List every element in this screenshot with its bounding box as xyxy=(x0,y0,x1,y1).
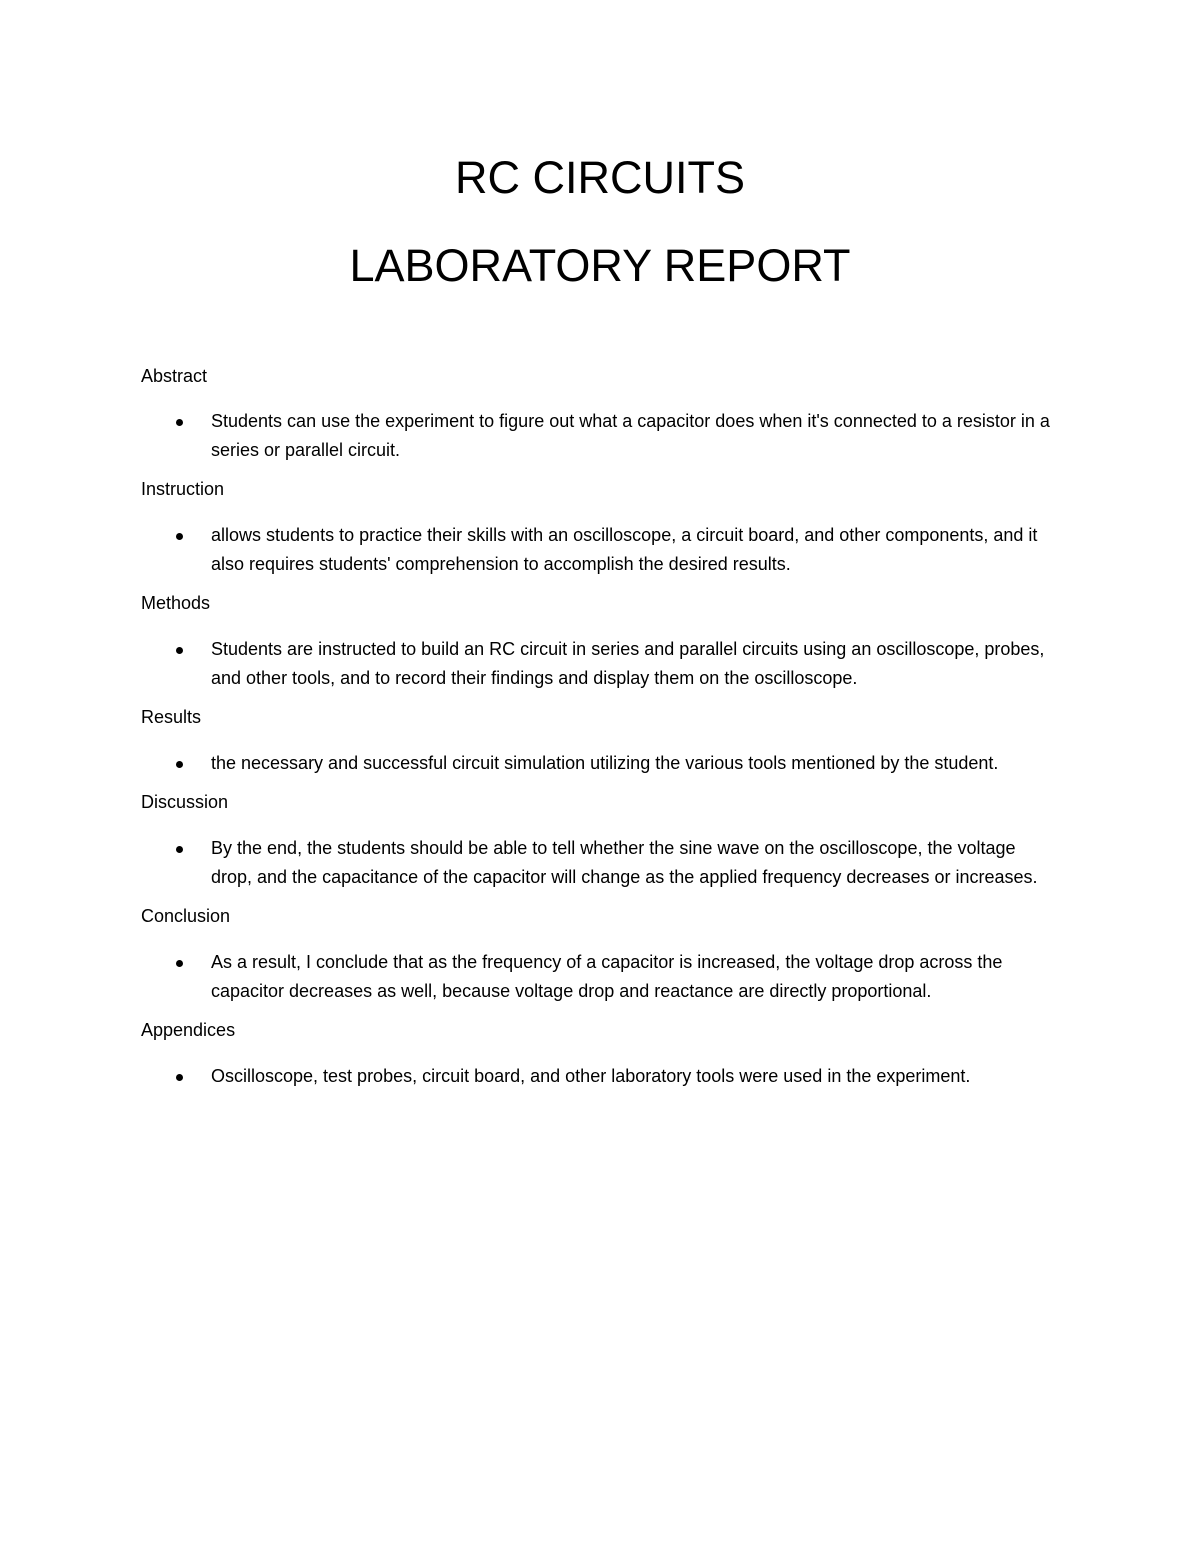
bullet-item xyxy=(141,749,1061,778)
section-results xyxy=(141,705,1061,778)
bullet-item xyxy=(141,407,1061,465)
section-instruction xyxy=(141,477,1061,579)
section-heading: Methods xyxy=(141,593,211,613)
bullet-text: As a result, I conclude that as the frequency of a capacitor is increased, the voltage drop across the capacitor decreases as well, because voltage drop and reactance are directly proportional. xyxy=(211,952,1003,1001)
section-heading: Instruction xyxy=(141,479,225,499)
report-body xyxy=(141,364,1061,1103)
section-conclusion xyxy=(141,904,1061,1006)
bullet-item xyxy=(141,1062,1061,1091)
section-heading: Discussion xyxy=(141,792,229,812)
bullet-text: allows students to practice their skills with an oscilloscope, a circuit board, and other components, and it also requires students' comprehension to accomplish the desired results. xyxy=(211,525,1038,574)
bullet-icon xyxy=(176,533,183,540)
document-subtitle: LABORATORY REPORT xyxy=(349,240,851,291)
section-heading: Appendices xyxy=(141,1020,236,1040)
bullet-icon xyxy=(176,846,183,853)
document-title: RC CIRCUITS xyxy=(455,152,745,203)
section-heading: Conclusion xyxy=(141,906,231,926)
bullet-icon xyxy=(176,419,183,426)
bullet-text: Students are instructed to build an RC circuit in series and parallel circuits using an oscilloscope, probes, and other tools, and to record their findings and display them on the oscilloscope. xyxy=(211,639,1045,688)
section-appendices xyxy=(141,1018,1061,1091)
bullet-text: Oscilloscope, test probes, circuit board, and other laboratory tools were used in the experiment. xyxy=(211,1066,971,1086)
section-abstract xyxy=(141,364,1061,465)
bullet-item xyxy=(141,948,1061,1006)
bullet-icon xyxy=(176,960,183,967)
section-heading: Abstract xyxy=(141,366,208,386)
bullet-icon xyxy=(176,761,183,768)
bullet-text: the necessary and successful circuit simulation utilizing the various tools mentioned by the student. xyxy=(211,753,999,773)
section-methods xyxy=(141,591,1061,693)
bullet-icon xyxy=(176,647,183,654)
bullet-icon xyxy=(176,1074,183,1081)
bullet-item xyxy=(141,834,1061,892)
section-heading: Results xyxy=(141,707,202,727)
section-discussion xyxy=(141,790,1061,892)
bullet-text: By the end, the students should be able to tell whether the sine wave on the oscilloscope, the voltage drop, and the capacitance of the capacitor will change as the applied frequency decreases or increases. xyxy=(211,838,1038,887)
bullet-item xyxy=(141,521,1061,579)
bullet-item xyxy=(141,635,1061,693)
bullet-text: Students can use the experiment to figure out what a capacitor does when it's connected to a resistor in a series or parallel circuit. xyxy=(211,411,1050,460)
